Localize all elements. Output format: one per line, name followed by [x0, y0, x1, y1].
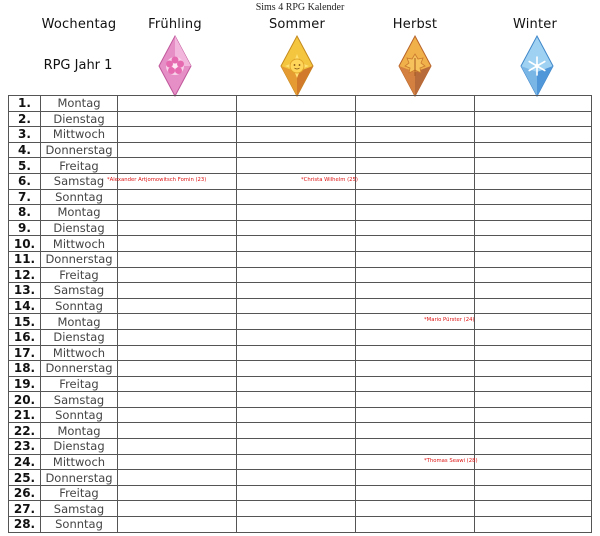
day-number: 1. [9, 96, 41, 112]
birthday-note: *Thomas Seawi (28) [424, 457, 478, 464]
spring-cell [118, 205, 237, 221]
spring-cell [118, 96, 237, 112]
weekday-cell: Sonntag [41, 407, 118, 423]
header-winter: Winter [512, 17, 558, 32]
winter-cell [475, 392, 592, 408]
table-row [9, 205, 592, 221]
summer-cell [237, 236, 356, 252]
summer-cell [237, 361, 356, 377]
day-number: 26. [9, 485, 41, 501]
winter-cell [475, 111, 592, 127]
day-number: 28. [9, 517, 41, 533]
weekday-cell: Freitag [41, 485, 118, 501]
summer-cell [237, 267, 356, 283]
header-spring: Frühling [148, 17, 202, 32]
spring-flower-gem-icon [158, 36, 192, 96]
spring-cell [118, 423, 237, 439]
autumn-cell [356, 189, 475, 205]
day-number: 8. [9, 205, 41, 221]
weekday-cell: Freitag [41, 376, 118, 392]
weekday-cell: Dienstag [41, 329, 118, 345]
calendar-table [8, 95, 592, 533]
winter-cell [475, 189, 592, 205]
winter-cell [475, 173, 592, 189]
year-label: RPG Jahr 1 [43, 58, 113, 73]
summer-cell [237, 127, 356, 143]
winter-cell [475, 345, 592, 361]
weekday-cell: Freitag [41, 267, 118, 283]
autumn-cell [356, 485, 475, 501]
autumn-cell [356, 392, 475, 408]
weekday-cell: Donnerstag [41, 361, 118, 377]
weekday-cell: Mittwoch [41, 127, 118, 143]
summer-cell [237, 251, 356, 267]
table-row [9, 470, 592, 486]
summer-cell [237, 111, 356, 127]
day-number: 16. [9, 329, 41, 345]
birthday-note: *Mario Pürster (24) [424, 317, 475, 324]
day-number: 15. [9, 314, 41, 330]
day-number: 4. [9, 142, 41, 158]
table-row [9, 345, 592, 361]
weekday-cell: Samstag [41, 392, 118, 408]
autumn-leaf-gem-icon [398, 36, 432, 96]
winter-cell [475, 407, 592, 423]
autumn-cell [356, 96, 475, 112]
winter-cell [475, 454, 592, 470]
day-number: 12. [9, 267, 41, 283]
day-number: 9. [9, 220, 41, 236]
spring-cell [118, 454, 237, 470]
weekday-cell: Sonntag [41, 189, 118, 205]
spring-cell [118, 517, 237, 533]
summer-cell [237, 423, 356, 439]
table-row [9, 267, 592, 283]
table-row [9, 173, 592, 189]
day-number: 13. [9, 283, 41, 299]
table-row [9, 314, 592, 330]
summer-cell [237, 485, 356, 501]
header-summer: Sommer [268, 17, 326, 32]
day-number: 10. [9, 236, 41, 252]
spring-cell [118, 267, 237, 283]
weekday-cell: Sonntag [41, 517, 118, 533]
table-row [9, 158, 592, 174]
weekday-cell: Samstag [41, 173, 118, 189]
day-number: 25. [9, 470, 41, 486]
autumn-cell [356, 158, 475, 174]
day-number: 23. [9, 439, 41, 455]
spring-cell [118, 361, 237, 377]
weekday-cell: Mittwoch [41, 236, 118, 252]
weekday-cell: Samstag [41, 501, 118, 517]
autumn-cell [356, 314, 475, 330]
winter-cell [475, 251, 592, 267]
spring-cell [118, 439, 237, 455]
day-number: 5. [9, 158, 41, 174]
winter-cell [475, 470, 592, 486]
spring-cell [118, 392, 237, 408]
spring-cell [118, 236, 237, 252]
weekday-cell: Donnerstag [41, 251, 118, 267]
day-number: 20. [9, 392, 41, 408]
winter-cell [475, 501, 592, 517]
weekday-cell: Montag [41, 96, 118, 112]
summer-sun-gem-icon [280, 36, 314, 96]
spring-cell [118, 251, 237, 267]
table-row [9, 392, 592, 408]
summer-cell [237, 173, 356, 189]
winter-cell [475, 517, 592, 533]
autumn-cell [356, 127, 475, 143]
winter-cell [475, 361, 592, 377]
autumn-cell [356, 236, 475, 252]
autumn-cell [356, 173, 475, 189]
winter-cell [475, 220, 592, 236]
spring-cell [118, 111, 237, 127]
spring-cell [118, 345, 237, 361]
weekday-cell: Freitag [41, 158, 118, 174]
winter-cell [475, 376, 592, 392]
weekday-cell: Mittwoch [41, 454, 118, 470]
table-row [9, 127, 592, 143]
winter-cell [475, 485, 592, 501]
spring-cell [118, 329, 237, 345]
summer-cell [237, 439, 356, 455]
table-row [9, 361, 592, 377]
summer-cell [237, 96, 356, 112]
table-row [9, 501, 592, 517]
autumn-cell [356, 439, 475, 455]
summer-cell [237, 298, 356, 314]
day-number: 6. [9, 173, 41, 189]
weekday-cell: Montag [41, 314, 118, 330]
day-number: 3. [9, 127, 41, 143]
table-row [9, 283, 592, 299]
summer-cell [237, 205, 356, 221]
header-weekday: Wochentag [41, 17, 117, 32]
summer-cell [237, 189, 356, 205]
autumn-cell [356, 329, 475, 345]
spring-cell [118, 158, 237, 174]
autumn-cell [356, 283, 475, 299]
spring-cell [118, 127, 237, 143]
weekday-cell: Donnerstag [41, 142, 118, 158]
day-number: 22. [9, 423, 41, 439]
summer-cell [237, 392, 356, 408]
summer-cell [237, 454, 356, 470]
table-row [9, 96, 592, 112]
autumn-cell [356, 407, 475, 423]
spring-cell [118, 376, 237, 392]
summer-cell [237, 142, 356, 158]
summer-cell [237, 501, 356, 517]
table-row [9, 485, 592, 501]
spring-cell [118, 220, 237, 236]
autumn-cell [356, 345, 475, 361]
table-row [9, 329, 592, 345]
winter-cell [475, 96, 592, 112]
day-number: 7. [9, 189, 41, 205]
table-row [9, 376, 592, 392]
summer-cell [237, 158, 356, 174]
day-number: 17. [9, 345, 41, 361]
summer-cell [237, 329, 356, 345]
day-number: 27. [9, 501, 41, 517]
summer-cell [237, 376, 356, 392]
spring-cell [118, 298, 237, 314]
spring-cell [118, 189, 237, 205]
autumn-cell [356, 220, 475, 236]
summer-cell [237, 517, 356, 533]
weekday-cell: Dienstag [41, 220, 118, 236]
winter-cell [475, 267, 592, 283]
day-number: 11. [9, 251, 41, 267]
summer-cell [237, 470, 356, 486]
autumn-cell [356, 376, 475, 392]
table-row [9, 298, 592, 314]
summer-cell [237, 314, 356, 330]
autumn-cell [356, 205, 475, 221]
table-row [9, 111, 592, 127]
summer-cell [237, 283, 356, 299]
spring-cell [118, 314, 237, 330]
summer-cell [237, 407, 356, 423]
spring-cell [118, 283, 237, 299]
day-number: 19. [9, 376, 41, 392]
day-number: 21. [9, 407, 41, 423]
table-row [9, 189, 592, 205]
birthday-note: *Christa Wilhelm (25) [301, 176, 358, 183]
weekday-cell: Mittwoch [41, 345, 118, 361]
spring-cell [107, 173, 237, 189]
autumn-cell [356, 454, 478, 470]
spring-cell [118, 470, 237, 486]
autumn-cell [356, 501, 475, 517]
autumn-cell [356, 298, 475, 314]
winter-cell [475, 158, 592, 174]
winter-snowflake-gem-icon [520, 36, 554, 96]
winter-cell [475, 205, 592, 221]
spring-cell [118, 142, 237, 158]
weekday-cell: Montag [41, 423, 118, 439]
table-row [9, 407, 592, 423]
weekday-cell: Dienstag [41, 439, 118, 455]
table-row [9, 142, 592, 158]
winter-cell [475, 127, 592, 143]
spring-cell [118, 485, 237, 501]
weekday-cell: Dienstag [41, 111, 118, 127]
day-number: 18. [9, 361, 41, 377]
autumn-cell [356, 361, 475, 377]
winter-cell [475, 283, 592, 299]
day-number: 14. [9, 298, 41, 314]
summer-cell [237, 345, 356, 361]
autumn-cell [356, 111, 475, 127]
day-number: 24. [9, 454, 41, 470]
autumn-cell [356, 517, 475, 533]
birthday-note: *Alexander Artjomowitsch Fomin (23) [107, 176, 207, 183]
table-row [9, 236, 592, 252]
winter-cell [475, 439, 592, 455]
document-title: Sims 4 RPG Kalender [255, 2, 345, 13]
table-row [9, 423, 592, 439]
weekday-cell: Samstag [41, 283, 118, 299]
winter-cell [475, 236, 592, 252]
winter-cell [475, 423, 592, 439]
weekday-cell: Montag [41, 205, 118, 221]
table-row [9, 251, 592, 267]
autumn-cell [356, 142, 475, 158]
summer-cell [237, 220, 356, 236]
winter-cell [475, 314, 592, 330]
winter-cell [475, 298, 592, 314]
weekday-cell: Sonntag [41, 298, 118, 314]
autumn-cell [356, 470, 475, 486]
table-row [9, 517, 592, 533]
winter-cell [475, 142, 592, 158]
autumn-cell [356, 423, 475, 439]
weekday-cell: Donnerstag [41, 470, 118, 486]
header-autumn: Herbst [392, 17, 438, 32]
spring-cell [118, 501, 237, 517]
winter-cell [475, 329, 592, 345]
table-row [9, 220, 592, 236]
day-number: 2. [9, 111, 41, 127]
spring-cell [118, 407, 237, 423]
table-row [9, 439, 592, 455]
autumn-cell [356, 267, 475, 283]
table-row [9, 454, 592, 470]
autumn-cell [356, 251, 475, 267]
